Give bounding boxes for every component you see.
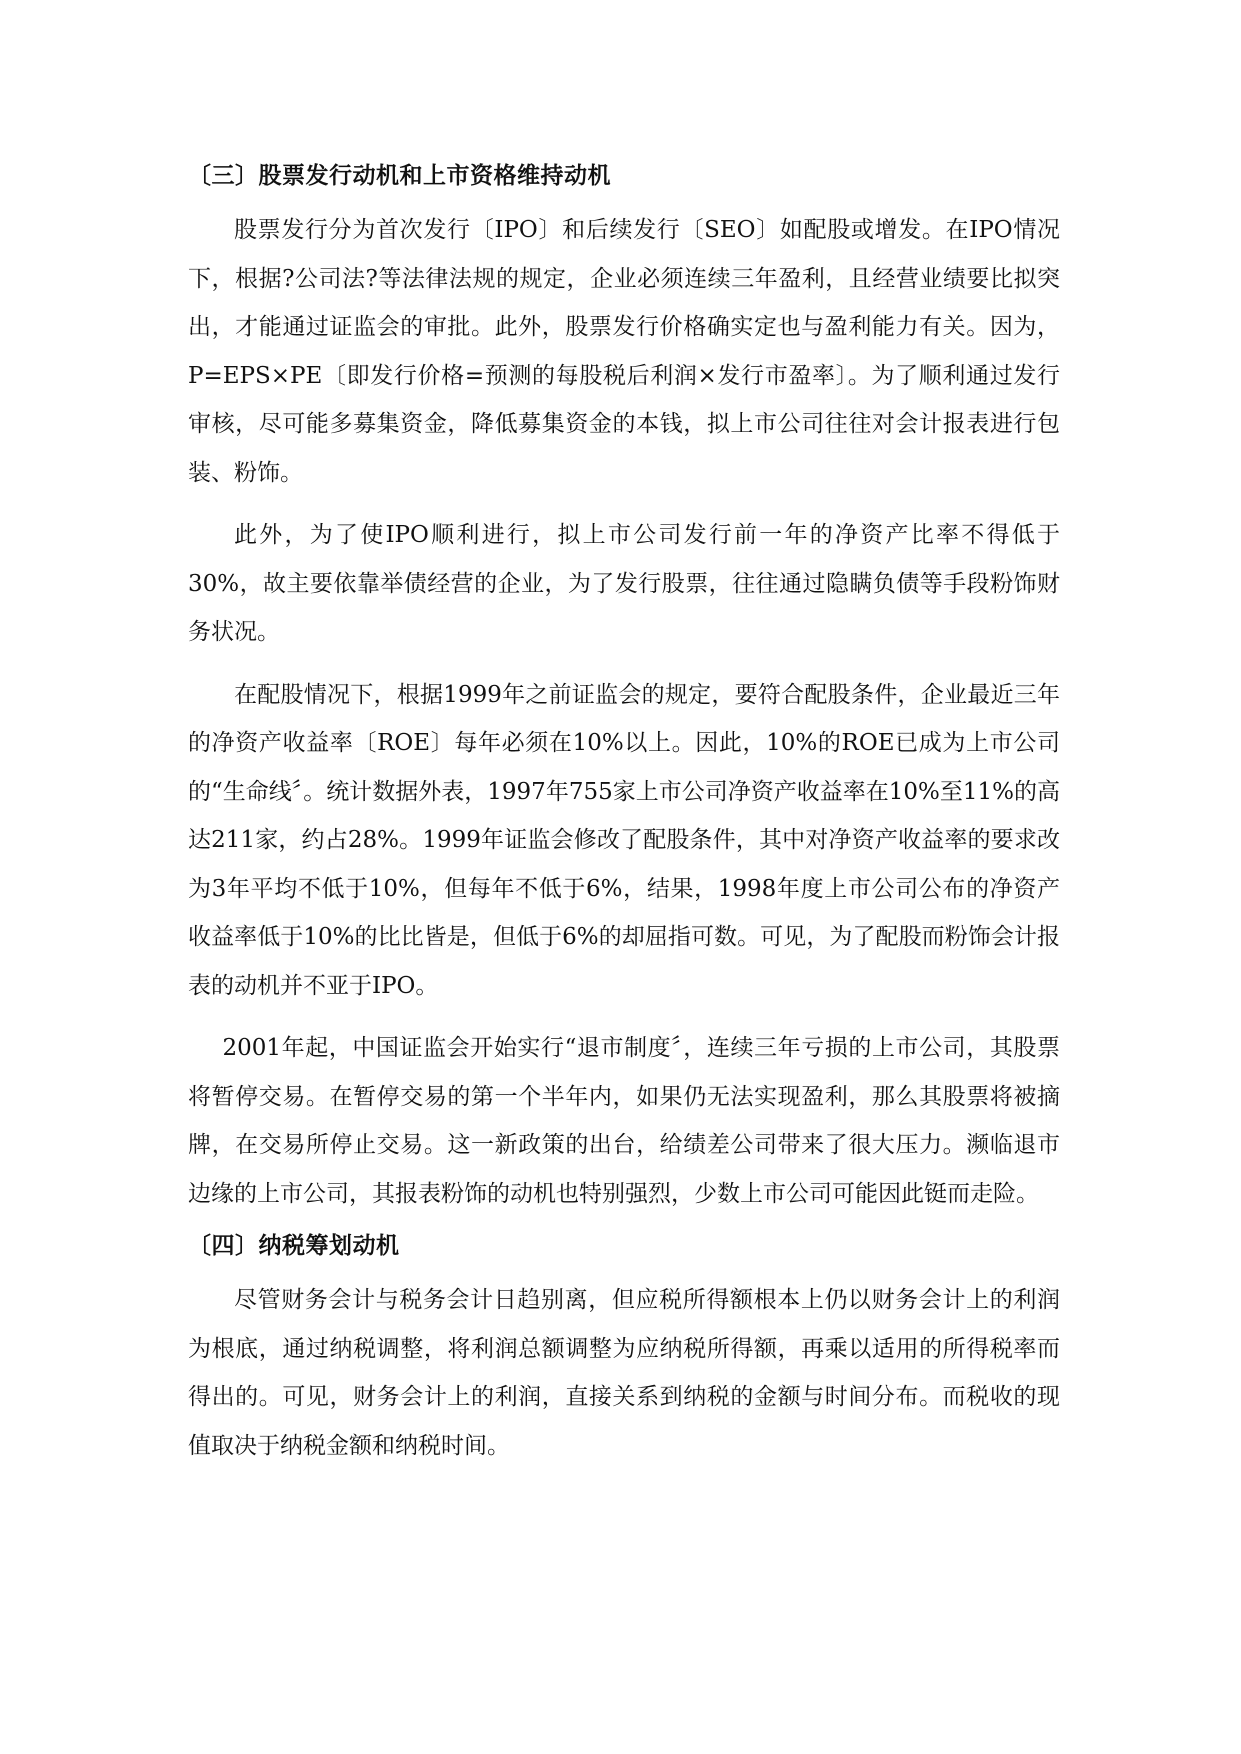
paragraph-tax-planning: 尽管财务会计与税务会计日趋别离，但应税所得额根本上仍以财务会计上的利润为根底，通过纳税调整，将利润总额调整为应纳税所得额，再乘以适用的所得税率而得出的。可见，财务会计上的利润，直接关系到纳税的金额与时间分布。而税收的现值取决于纳税金额和纳税时间。 xyxy=(188,1287,1060,1459)
paragraph-ipo-net-asset-ratio: 此外，为了使IPO顺利进行，拟上市公司发行前一年的净资产比率不得低于30%，故主要依靠举债经营的企业，为了发行股票，往往通过隐瞒负债等手段粉饰财务状况。 xyxy=(188,522,1060,645)
document-body xyxy=(188,152,1060,1470)
paragraph-stock-issuance: 股票发行分为首次发行〔IPO〕和后续发行〔SEO〕如配股或增发。在IPO情况下，根据?公司法?等法律法规的规定，企业必须连续三年盈利，且经营业绩要比拟突出，才能通过证监会的审批。此外，股票发行价格确实定也与盈利能力有关。因为，P=EPS×PE〔即发行价格=预测的每股税后利润×发行市盈率〕。为了顺利通过发行审核，尽可能多募集资金，降低募集资金的本钱，拟上市公司往往对会计报表进行包装、粉饰。 xyxy=(188,217,1060,486)
section-heading-3: 〔三〕股票发行动机和上市资格维持动机 xyxy=(188,163,611,189)
paragraph-delisting-system: 2001年起，中国证监会开始实行“退市制度〞，连续三年亏损的上市公司，其股票将暂停交易。在暂停交易的第一个半年内，如果仍无法实现盈利，那么其股票将被摘牌，在交易所停止交易。这一新政策的出台，给绩差公司带来了很大压力。濒临退市边缘的上市公司，其报表粉饰的动机也特别强烈，少数上市公司可能因此铤而走险。 xyxy=(188,1035,1060,1207)
section-heading-4: 〔四〕纳税筹划动机 xyxy=(188,1233,400,1259)
paragraph-rights-issue-roe: 在配股情况下，根据1999年之前证监会的规定，要符合配股条件，企业最近三年的净资产收益率〔ROE〕每年必须在10%以上。因此，10%的ROE已成为上市公司的“生命线〞。统计数据外表，1997年755家上市公司净资产收益率在10%至11%的高达211家，约占28%。1999年证监会修改了配股条件，其中对净资产收益率的要求改为3年平均不低于10%，但每年不低于6%，结果，1998年度上市公司公布的净资产收益率低于10%的比比皆是，但低于6%的却屈指可数。可见，为了配股而粉饰会计报表的动机并不亚于IPO。 xyxy=(188,681,1060,999)
